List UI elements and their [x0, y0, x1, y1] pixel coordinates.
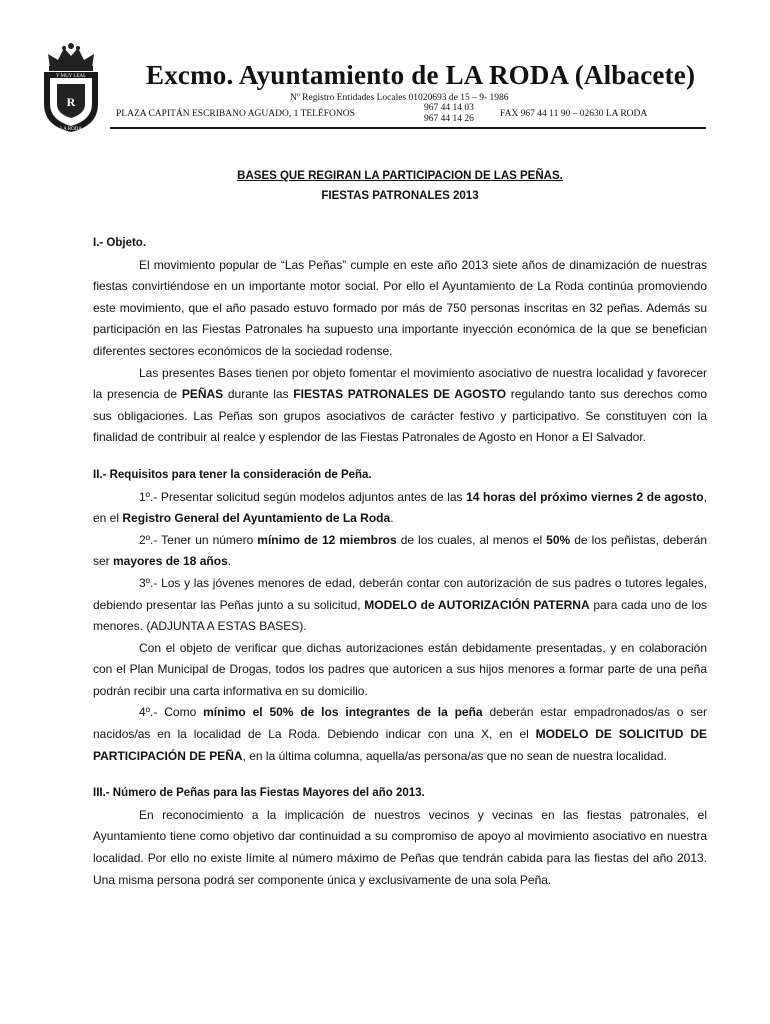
crest-motto-left: Y MUY LEAL [56, 74, 87, 79]
phone-2: 967 44 14 26 [424, 114, 474, 124]
address: PLAZA CAPITÁN ESCRIBANO AGUADO, 1 TELÉFONOS [116, 109, 355, 119]
requirement-4: 4º.- Como mínimo el 50% de los integrantes de la peña deberán estar empadronados/as o ser nacidos/as en la localidad de La Roda. Debiendo indicar con una X, en el MODELO DE SOLICITUD DE PARTICIPACIÓN DE PEÑA, en la última columna, aquella/as persona/as que no sean de nuestra localidad. [93, 705, 707, 763]
document-subtitle: FIESTAS PATRONALES 2013 [321, 190, 479, 202]
fax-postal: FAX 967 44 11 90 – 02630 LA RODA [500, 109, 648, 119]
phone-numbers [424, 103, 474, 125]
svg-text:R: R [66, 95, 76, 109]
document-title: BASES QUE REGIRAN LA PARTICIPACION DE LAS PEÑAS. [237, 170, 563, 182]
coat-of-arms-crest [40, 42, 102, 134]
header-divider [110, 127, 706, 129]
section-heading-requisitos: II.- Requisitos para tener la consideración de Peña. [93, 468, 372, 481]
paragraph: Las presentes Bases tienen por objeto fomentar el movimiento asociativo de nuestra localidad y favorecer la presencia de PEÑAS durante las FIESTAS PATRONALES DE AGOSTO regulando tanto sus derechos como sus obligaciones. Las Peñas son grupos asociativos de carácter festivo y participativo. Se constituyen con la finalidad de contribuir al realce y esplendor de las Fiestas Patronales de Agosto en Honor a El Salvador. [93, 365, 708, 445]
section-heading-numero-penas: III.- Número de Peñas para las Fiestas Mayores del año 2013. [93, 787, 425, 800]
organization-title: Excmo. Ayuntamiento de LA RODA (Albacete) [146, 60, 696, 90]
requirement-1: 1º.- Presentar solicitud según modelos adjuntos antes de las 14 horas del próximo viernes 2 de agosto, en el Registro General del Ayuntamiento de La Roda. [93, 489, 707, 526]
section-heading-objeto: I.- Objeto. [93, 237, 147, 249]
registry-number: Nº Registro Entidades Locales 01020693 de 15 – 9- 1986 [290, 93, 509, 103]
requirement-2: 2º.- Tener un número mínimo de 12 miembros de los cuales, al menos el 50% de los peñistas, deberán ser mayores de 18 años. [93, 532, 708, 569]
requirement-3: 3º.- Los y las jóvenes menores de edad, deberán contar con autorización de sus padres o tutores legales, debiendo presentar las Peñas junto a su solicitud, MODELO de AUTORIZACIÓN PATERNA para cada uno de los menores. (ADJUNTA A ESTAS BASES). [93, 575, 708, 634]
paragraph: Con el objeto de verificar que dichas autorizaciones están debidamente presentadas, y en colaboración con el Plan Municipal de Drogas, todos los padres que autoricen a sus hijos menores a formar parte de una peña podrán recibir una carta informativa en su domicilio. [93, 640, 707, 698]
paragraph: El movimiento popular de “Las Peñas” cumple en este año 2013 siete años de dinamización de nuestras fiestas convirtiéndose en un importante motor social. Por ello el Ayuntamiento de La Roda continúa promoviendo este movimiento, que el año pasado estuvo formado por más de 750 personas inscritas en 32 peñas. Además su participación en las Fiestas Patronales ha supuesto una importante inyección económica de la que se benefician diferentes sectores económicos de la sociedad rodense. [93, 257, 707, 358]
paragraph: En reconocimiento a la implicación de nuestros vecinos y vecinas en las fiestas patronales, el Ayuntamiento tiene como objetivo dar continuidad a su compromiso de apoyo al movimiento asociativo en nuestra localidad. Por ello no existe límite al número máximo de Peñas que tendrán cabida para las fiestas del año 2013. Una misma persona podrá ser componente única y exclusivamente de una sola Peña. [93, 807, 707, 887]
phone-1: 967 44 14 03 [424, 103, 474, 113]
document-body [93, 233, 707, 891]
crest-bottom-text: LA RODA [60, 127, 82, 132]
